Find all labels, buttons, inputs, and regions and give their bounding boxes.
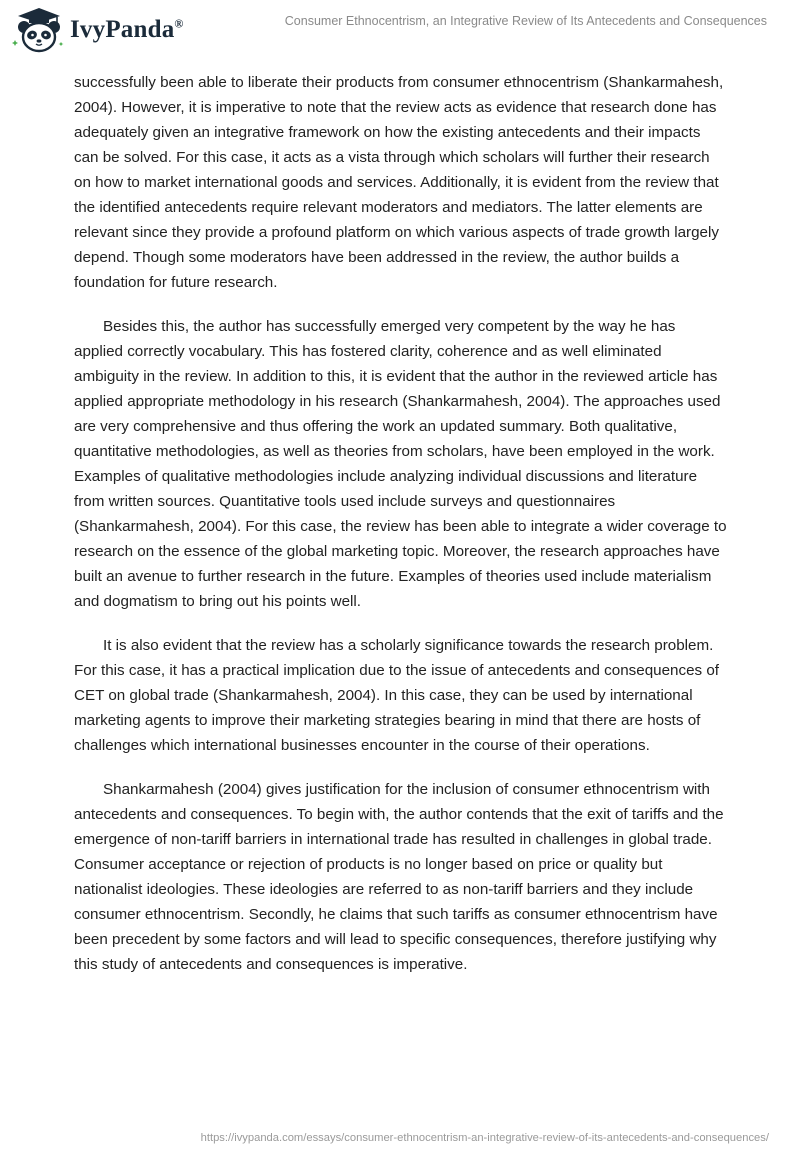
page-header xyxy=(0,0,800,60)
source-url-link[interactable]: https://ivypanda.com/essays/consumer-ethnocentrism-an-integrative-review-of-its-antecedents-and-consequences/ xyxy=(200,1132,769,1144)
paragraph: Shankarmahesh (2004) gives justification for the inclusion of consumer ethnocentrism with antecedents and consequences. To begin with, the author contends that the exit of tariffs and the emergence of non-tariff barriers in international trade has resulted in challenges in global trade. Consumer acceptance or rejection of products is no longer based on price or quality but nationalist ideologies. These ideologies are referred to as non-tariff barriers and they include consumer ethnocentrism. Secondly, he claims that such tariffs as consumer ethnocentrism have been precedent by some factors and will lead to specific consequences, therefore justifying why this study of antecedents and consequences is imperative. xyxy=(74,781,724,973)
paragraph: It is also evident that the review has a scholarly significance towards the research problem. For this case, it has a practical implication due to the issue of antecedents and consequences of CET on global trade (Shankarmahesh, 2004). In this case, they can be used by international marketing agents to improve their marketing strategies bearing in mind that there are hosts of challenges which international businesses encounter in the course of their operations. xyxy=(74,637,720,754)
document-title: Consumer Ethnocentrism, an Integrative Review of Its Antecedents and Consequences xyxy=(284,14,767,28)
panda-graduate-icon xyxy=(12,6,66,54)
paragraph-continued: successfully been able to liberate their products from consumer ethnocentrism (Shankarmahesh, 2004). However, it is imperative to note that the review acts as evidence that research done has adequately given an integrative framework on how the existing antecedents and their impacts can be solved. For this case, it acts as a vista through which scholars will further their research on how to market international goods and services. Additionally, it is evident from the review that the identified antecedents require relevant moderators and mediators. The latter elements are relevant since they provide a profound platform on which various aspects of trade growth largely depend. Though some moderators have been addressed in the review, the author builds a foundation for future research. xyxy=(74,74,724,291)
brand-logo[interactable] xyxy=(12,6,184,54)
registered-mark: ® xyxy=(174,16,184,31)
brand-name: IvyPanda® xyxy=(70,16,184,43)
paragraph: Besides this, the author has successfully emerged very competent by the way he has applied correctly vocabulary. This has fostered clarity, coherence and as well eliminated ambiguity in the review. In addition to this, it is evident that the author in the reviewed article has applied appropriate methodology in his research (Shankarmahesh, 2004). The approaches used are very comprehensive and thus offering the work an updated summary. Both qualitative, quantitative methodologies, as well as theories from scholars, have been employed in the work. Examples of qualitative methodologies include analyzing individual discussions and literature from written sources. Quantitative tools used include surveys and questionnaires (Shankarmahesh, 2004). For this case, the review has been able to integrate a wider coverage to research on the essence of the global marketing topic. Moreover, the research approaches have built an avenue to further research in the future. Examples of theories used include materialism and dogmatism to bring out his points well. xyxy=(74,318,727,610)
essay-body xyxy=(74,70,728,996)
